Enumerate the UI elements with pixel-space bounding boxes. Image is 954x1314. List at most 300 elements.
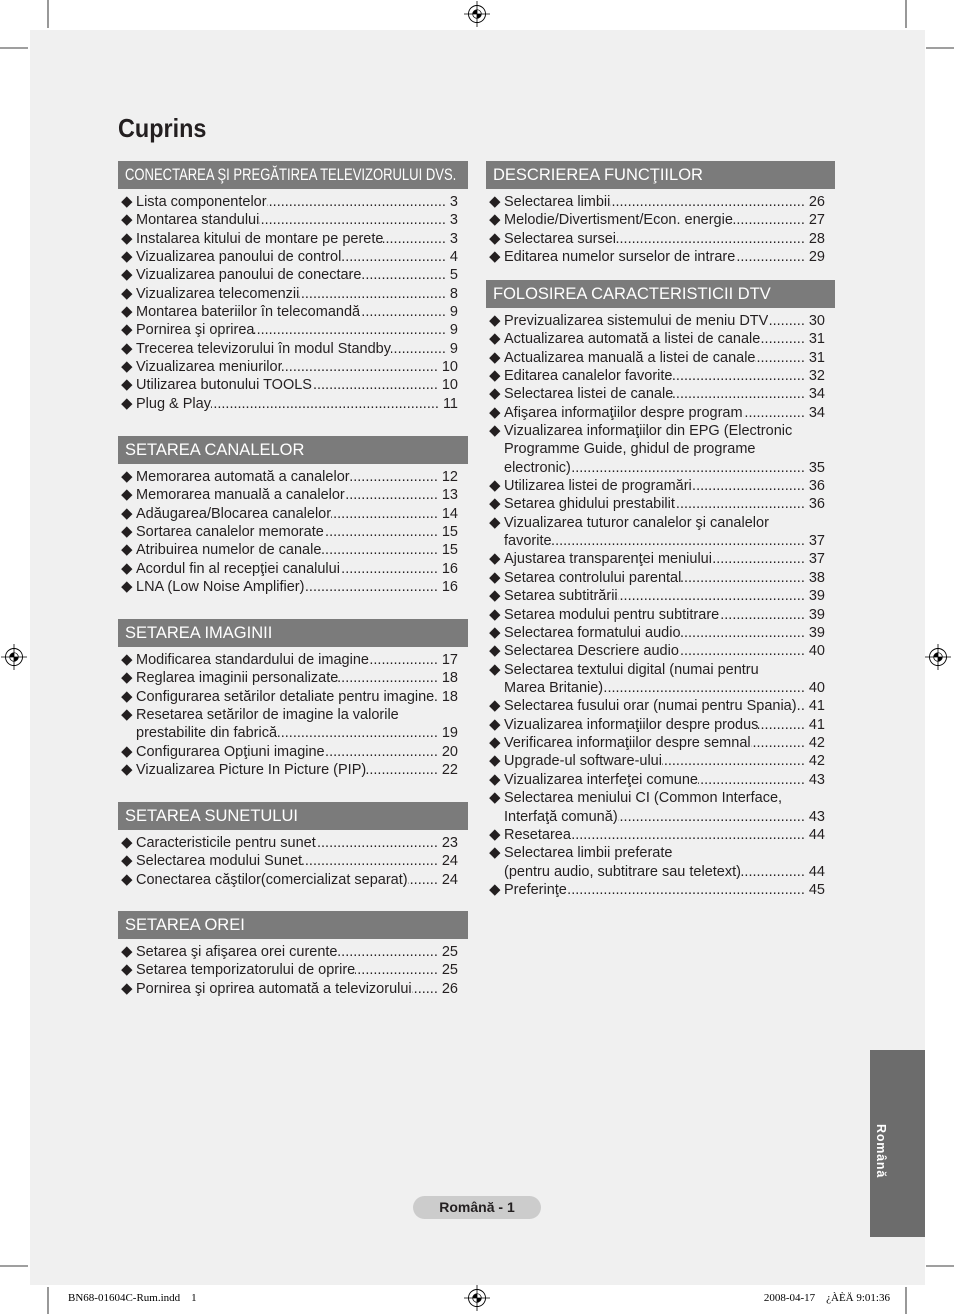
entry-text (136, 193, 458, 211)
section-heading (118, 619, 468, 647)
dot-leader (751, 734, 805, 752)
diamond-bullet-icon (122, 471, 133, 482)
section-heading (118, 802, 468, 830)
entry-line (504, 844, 825, 862)
entry-last-line (504, 697, 825, 715)
toc-entry (118, 395, 468, 413)
entry-text (504, 606, 825, 624)
entry-text (136, 468, 458, 486)
toc-entry (486, 734, 835, 752)
dot-leader (312, 376, 438, 394)
entry-last-line (504, 826, 825, 844)
entry-last-line (504, 477, 825, 495)
dot-leader (345, 486, 438, 504)
diamond-bullet-icon (490, 517, 501, 528)
diamond-bullet-icon (122, 380, 133, 391)
diamond-bullet-icon (490, 215, 501, 226)
page-number: 9 (449, 303, 458, 320)
toc-entry (486, 330, 835, 348)
entry-last-line (504, 495, 825, 513)
diamond-bullet-icon (122, 361, 133, 372)
entry-last-line (136, 358, 458, 376)
toc-entry (486, 661, 835, 698)
toc-entry (486, 385, 835, 403)
dot-leader (616, 230, 805, 248)
toc-entry (118, 980, 468, 998)
page-number: 36 (808, 478, 825, 495)
dot-leader (355, 961, 438, 979)
toc-entry (118, 376, 468, 394)
section-heading-text: SETAREA OREI (125, 916, 245, 934)
diamond-bullet-icon (122, 965, 133, 976)
dot-leader (567, 881, 805, 899)
entry-title: Pornirea şi oprirea automată a televizorului (136, 980, 412, 997)
slug-date: 2008-04-17 (763, 1292, 816, 1304)
toc-entry (118, 486, 468, 504)
entry-last-line (504, 211, 825, 229)
page-number: 24 (441, 871, 458, 888)
entry-title: Reglarea imaginii personalizate (136, 670, 339, 687)
toc-entry (118, 578, 468, 596)
toc-entry (118, 943, 468, 961)
toc-column-left (118, 0, 468, 1314)
entry-last-line (504, 587, 825, 605)
entry-title: Sortarea canalelor memorate (136, 523, 324, 540)
entry-title: Selectarea Descriere audio (504, 643, 679, 660)
page-number: 36 (808, 496, 825, 513)
entry-last-line (136, 560, 458, 578)
entry-title: Memorarea automată a canalelor (136, 468, 350, 485)
entry-text (136, 303, 458, 321)
diamond-bullet-icon (122, 251, 133, 262)
entry-text (504, 349, 825, 367)
toc-entry (118, 852, 468, 870)
page-number: 9 (449, 322, 458, 339)
entry-last-line (136, 523, 458, 541)
entry-title: Editarea numelor surselor de intrare (504, 248, 736, 265)
entry-last-line (504, 330, 825, 348)
page-number: 20 (441, 743, 458, 760)
toc-entry (486, 697, 835, 715)
entry-text (504, 844, 825, 881)
entry-line (504, 422, 825, 440)
entry-title: Programme Guide, ghidul de programe (504, 441, 756, 458)
page-number: 40 (808, 643, 825, 660)
page-number: 18 (441, 670, 458, 687)
dot-leader (331, 505, 438, 523)
entry-title: Interfaţă comună) (504, 808, 618, 825)
diamond-bullet-icon (122, 874, 133, 885)
toc-entry (118, 193, 468, 211)
page-number: 9 (449, 340, 458, 357)
dot-leader (733, 211, 805, 229)
entry-last-line (136, 578, 458, 596)
dot-leader (571, 459, 805, 477)
entry-title: Acordul fin al recepţiei canalului (136, 560, 340, 577)
page-title: Cuprins (118, 113, 207, 143)
entry-text (136, 285, 458, 303)
page-number: 19 (441, 725, 458, 742)
page-number: 25 (441, 962, 458, 979)
page-number: 43 (808, 771, 825, 788)
dot-leader (741, 863, 805, 881)
page-number: 17 (441, 651, 458, 668)
entry-title: electronic) (504, 459, 571, 476)
entry-title: Utilizarea butonului TOOLS (136, 377, 312, 394)
toc-entry (486, 771, 835, 789)
entry-text (136, 211, 458, 229)
slug-file-name: BN68-01604C-Rum.indd (68, 1292, 181, 1304)
entry-last-line (504, 532, 825, 550)
toc-entry (118, 834, 468, 852)
print-slug-file (68, 1292, 197, 1305)
entry-title: (pentru audio, subtitrare sau teletext) (504, 863, 741, 880)
toc-entry (486, 716, 835, 734)
entry-title: Setarea modului pentru subtitrare (504, 606, 720, 623)
entry-text (136, 651, 458, 669)
entry-text (504, 330, 825, 348)
toc-entry (118, 688, 468, 706)
entry-last-line (136, 340, 458, 358)
diamond-bullet-icon (122, 398, 133, 409)
language-side-tab (870, 1050, 925, 1237)
entry-last-line (136, 193, 458, 211)
page-number: 29 (808, 248, 825, 265)
entry-last-line (504, 771, 825, 789)
page-number: 39 (808, 624, 825, 641)
diamond-bullet-icon (122, 654, 133, 665)
dot-leader (412, 980, 438, 998)
dot-leader (383, 230, 445, 248)
section-heading-text: DESCRIEREA FUNCŢIILOR (493, 166, 703, 184)
toc-entry (486, 789, 835, 826)
page-number: 26 (441, 980, 458, 997)
print-slug-date (764, 1292, 890, 1305)
toc-section (486, 161, 835, 266)
diamond-bullet-icon (490, 627, 501, 638)
entry-title: Selectarea sursei (504, 230, 617, 247)
entry-title: Vizualizarea tuturor canalelor şi canalelor (504, 514, 769, 531)
entry-last-line (504, 312, 825, 330)
entry-last-line (136, 651, 458, 669)
entry-last-line (136, 852, 458, 870)
entry-last-line (136, 669, 458, 687)
page-number: 24 (441, 853, 458, 870)
dot-leader (299, 285, 446, 303)
page-number: 13 (441, 487, 458, 504)
entry-title: Atribuirea numelor de canale (136, 542, 322, 559)
entry-last-line (136, 943, 458, 961)
diamond-bullet-icon (490, 719, 501, 730)
entry-last-line (136, 321, 458, 339)
diamond-bullet-icon (490, 737, 501, 748)
diamond-bullet-icon (122, 343, 133, 354)
diamond-bullet-icon (490, 554, 501, 565)
entry-title: Actualizarea manuală a listei de canale (504, 349, 756, 366)
page-number: 8 (449, 285, 458, 302)
registration-mark-icon (1, 644, 27, 670)
section-heading-text: SETAREA SUNETULUI (125, 807, 298, 825)
toc-entry (486, 569, 835, 587)
page-number: 27 (808, 212, 825, 229)
entry-text (504, 248, 825, 266)
dot-leader (338, 669, 438, 687)
entry-title: Preferinţe (504, 881, 567, 898)
entry-title: Vizualizarea panoului de control (136, 248, 342, 265)
entry-title: Memorarea manuală a canalelor (136, 487, 345, 504)
entry-list (486, 312, 835, 900)
entry-title: Selectarea modului Sunet (136, 853, 303, 870)
dot-leader (681, 624, 805, 642)
diamond-bullet-icon (122, 325, 133, 336)
entry-text (136, 761, 458, 779)
toc-entry (486, 477, 835, 495)
entry-title: Selectarea limbii preferate (504, 845, 673, 862)
toc-entry (486, 312, 835, 330)
page-number: 12 (441, 468, 458, 485)
entry-last-line (504, 606, 825, 624)
dot-leader (675, 495, 805, 513)
entry-title: Vizualizarea informaţiilor despre produs (504, 716, 759, 733)
toc-entry (486, 881, 835, 899)
page-number: 43 (808, 808, 825, 825)
entry-title: Previzualizarea sistemului de meniu DTV (504, 312, 769, 329)
entry-text (136, 541, 458, 559)
entry-text (136, 248, 458, 266)
diamond-bullet-icon (490, 774, 501, 785)
page-number: 44 (808, 826, 825, 843)
page-number: 26 (808, 193, 825, 210)
section-heading (118, 911, 468, 939)
entry-last-line (136, 688, 458, 706)
dot-leader (673, 385, 805, 403)
page-number: 41 (808, 698, 825, 715)
entry-text (504, 771, 825, 789)
dot-leader (316, 834, 438, 852)
entry-last-line (504, 642, 825, 660)
dot-leader (679, 642, 805, 660)
dot-leader (321, 541, 437, 559)
entry-title: Selectarea formatului audio (504, 624, 681, 641)
entry-list (118, 468, 468, 597)
toc-entry (118, 266, 468, 284)
entry-text (136, 980, 458, 998)
dot-leader (267, 193, 446, 211)
dot-leader (662, 752, 805, 770)
diamond-bullet-icon (490, 609, 501, 620)
diamond-bullet-icon (490, 352, 501, 363)
dot-leader (712, 550, 805, 568)
entry-text (504, 477, 825, 495)
toc-entry (118, 321, 468, 339)
entry-last-line (136, 961, 458, 979)
entry-title: Adăugarea/Blocarea canalelor (136, 505, 332, 522)
page-number: 31 (808, 349, 825, 366)
entry-title: Selectarea limbii (504, 193, 611, 210)
dot-leader (277, 724, 438, 742)
entry-title: Ajustarea transparenţei meniului (504, 551, 712, 568)
entry-last-line (504, 367, 825, 385)
entry-last-line (136, 505, 458, 523)
dot-leader (760, 330, 805, 348)
page-number: 42 (808, 735, 825, 752)
page-number: 39 (808, 588, 825, 605)
page-number: 38 (808, 569, 825, 586)
toc-entry (118, 743, 468, 761)
diamond-bullet-icon (490, 196, 501, 207)
page-number: 39 (808, 606, 825, 623)
dot-leader (361, 266, 445, 284)
entry-title: Setarea controlului parental (504, 569, 682, 586)
dot-leader (768, 312, 805, 330)
entry-text (136, 578, 458, 596)
entry-text (504, 230, 825, 248)
entry-title: favorite (504, 533, 552, 550)
entry-title: Montarea standului (136, 212, 260, 229)
toc-entry (118, 706, 468, 743)
entry-last-line (136, 980, 458, 998)
toc-entry (118, 505, 468, 523)
page-number: 37 (808, 551, 825, 568)
dot-leader (366, 761, 438, 779)
entry-text (504, 826, 825, 844)
toc-entry (118, 560, 468, 578)
entry-text (504, 367, 825, 385)
entry-last-line (504, 193, 825, 211)
entry-text (136, 560, 458, 578)
diamond-bullet-icon (490, 572, 501, 583)
diamond-bullet-icon (490, 701, 501, 712)
dot-leader (755, 349, 804, 367)
entry-text (504, 385, 825, 403)
page-number: 35 (808, 459, 825, 476)
entry-text (136, 395, 458, 413)
toc-entry (118, 211, 468, 229)
entry-title: Setarea ghidului prestabilit (504, 496, 675, 513)
diamond-bullet-icon (122, 563, 133, 574)
dot-leader (324, 523, 438, 541)
entry-last-line (136, 834, 458, 852)
entry-text (504, 624, 825, 642)
entry-title: Instalarea kitului de montare pe perete (136, 230, 384, 247)
page-number: 30 (808, 312, 825, 329)
toc-entry (118, 248, 468, 266)
diamond-bullet-icon (122, 837, 133, 848)
entry-list (118, 943, 468, 998)
entry-last-line (504, 734, 825, 752)
dot-leader (692, 477, 805, 495)
page-number-pill: Română - 1 (413, 1196, 541, 1219)
diamond-bullet-icon (490, 499, 501, 510)
dot-leader (434, 688, 438, 706)
entry-text (504, 550, 825, 568)
slug-time: ¿ÀÈÄ 9:01:36 (826, 1292, 890, 1304)
entry-text (504, 752, 825, 770)
registration-mark-icon (925, 644, 951, 670)
entry-text (504, 211, 825, 229)
toc-entry (486, 514, 835, 551)
entry-text (504, 716, 825, 734)
diamond-bullet-icon (122, 215, 133, 226)
page-number: 16 (441, 578, 458, 595)
toc-entry (486, 587, 835, 605)
entry-text (504, 661, 825, 698)
entry-last-line (504, 230, 825, 248)
entry-title: Utilizarea listei de programări (504, 478, 692, 495)
entry-title: Configurarea Opţiuni imagine (136, 743, 325, 760)
diamond-bullet-icon (122, 673, 133, 684)
toc-entry (486, 844, 835, 881)
diamond-bullet-icon (490, 756, 501, 767)
dot-leader (254, 321, 445, 339)
entry-text (504, 569, 825, 587)
entry-last-line (504, 624, 825, 642)
dot-leader (698, 771, 805, 789)
entry-text (136, 961, 458, 979)
entry-last-line (136, 468, 458, 486)
entry-text (136, 743, 458, 761)
dot-leader (369, 651, 438, 669)
entry-line (504, 440, 825, 458)
entry-title: Resetarea (504, 826, 571, 843)
page-number: 10 (441, 377, 458, 394)
diamond-bullet-icon (122, 270, 133, 281)
entry-text (504, 404, 825, 422)
entry-text (136, 230, 458, 248)
slug-page: 1 (191, 1292, 197, 1304)
entry-title: Plug & Play (136, 395, 211, 412)
diamond-bullet-icon (122, 288, 133, 299)
entry-title: Trecerea televizorului în modul Standby (136, 340, 391, 357)
entry-last-line (136, 541, 458, 559)
page-number: 23 (441, 834, 458, 851)
section-heading-text: CONECTAREA ŞI PREGĂTIREA TELEVIZORULUI DVS. (125, 166, 457, 184)
page-number: 45 (808, 881, 825, 898)
toc-entry (118, 285, 468, 303)
toc-entry (118, 761, 468, 779)
diamond-bullet-icon (490, 425, 501, 436)
dot-leader (758, 716, 804, 734)
dot-leader (408, 871, 438, 889)
section-heading-text: FOLOSIREA CARACTERISTICII DTV (493, 285, 771, 303)
entry-list (486, 193, 835, 266)
diamond-bullet-icon (122, 746, 133, 757)
diamond-bullet-icon (490, 591, 501, 602)
entry-last-line (504, 863, 825, 881)
entry-last-line (136, 230, 458, 248)
entry-title: Vizualizarea panoului de conectare (136, 267, 362, 284)
toc-entry (486, 624, 835, 642)
entry-text (136, 358, 458, 376)
toc-entry (486, 826, 835, 844)
diamond-bullet-icon (122, 946, 133, 957)
entry-title: prestabilite din fabrică (136, 725, 278, 742)
toc-entry (118, 523, 468, 541)
diamond-bullet-icon (490, 793, 501, 804)
entry-text (136, 706, 458, 743)
entry-last-line (136, 211, 458, 229)
diamond-bullet-icon (490, 315, 501, 326)
language-side-tab-label: Română (874, 1124, 888, 1179)
entry-line (504, 661, 825, 679)
diamond-bullet-icon (122, 306, 133, 317)
entry-title: Selectarea fusului orar (numai pentru Spania). (504, 698, 801, 715)
dot-leader (571, 826, 805, 844)
toc-section (118, 436, 468, 596)
entry-title: Vizualizarea interfeţei comune (504, 771, 698, 788)
entry-last-line (136, 303, 458, 321)
dot-leader (350, 468, 438, 486)
